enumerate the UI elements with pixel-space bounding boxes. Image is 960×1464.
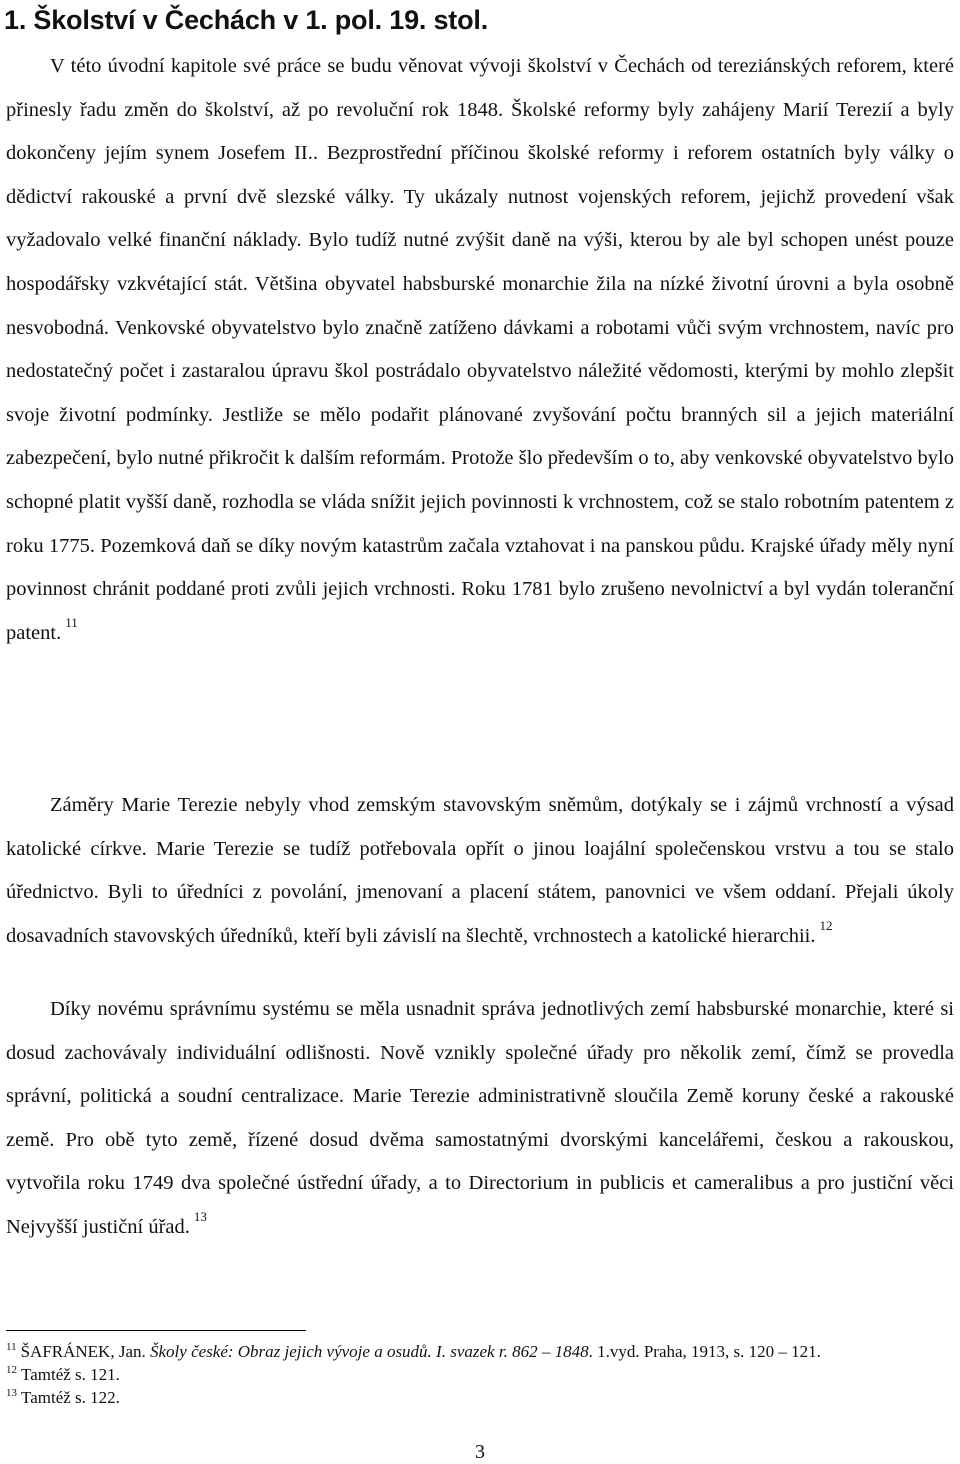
footnotes — [6, 1340, 954, 1409]
footnote-number: 12 — [6, 1364, 17, 1376]
paragraph-1-text: V této úvodní kapitole své práce se budu věnovat vývoji školství v Čechách od tereziánských reforem, které přinesly řadu změn do školství, až po revoluční rok 1848. Školské reformy byly zahájeny Marií Terezií a byly dokončeny jejím synem Josefem II.. Bezprostřední příčinou školské reformy i reforem ostatních byly války o dědictví rakouské a první dvě slezské války. Ty ukázaly nutnost vojenských reforem, jejichž provedení však vyžadovalo velké finanční náklady. Bylo tudíž nutné zvýšit daně na výši, kterou by ale byl schopen unést pouze hospodářsky vzkvétající stát. Většina obyvatel habsburské monarchie žila na nízké životní úrovni a byla osobně nesvobodná. Venkovské obyvatelstvo bylo značně zatíženo dávkami a robotami vůči svým vrchnostem, navíc pro nedostatečný počet i zastaralou úpravu škol postrádalo obyvatelstvo náležité vědomosti, kterými by mohlo zlepšit svoje životní podmínky. Jestliže se mělo podařit plánované zvyšování počtu branných sil a jejich materiální zabezpečení, bylo nutné přikročit k dalším reformám. Protože šlo především o to, aby venkovské obyvatelstvo bylo schopné platit vyšší daně, rozhodla se vláda snížit jejich povinnosti k vrchnostem, což se stalo robotním patentem z roku 1775. Pozemková daň se díky novým katastrům začala vztahovat i na panskou půdu. Krajské úřady měly nyní povinnost chránit poddané proti zvůli jejich vrchnosti. Roku 1781 bylo zrušeno nevolnictví a byl vydán toleranční patent. — [6, 55, 954, 644]
footnote-publication: . 1.vyd. Praha, 1913, s. 120 – 121. — [588, 1342, 821, 1361]
footnote-12 — [6, 1363, 954, 1386]
footnote-text: Tamtéž s. 121. — [21, 1365, 120, 1384]
paragraph-3-text: Díky novému správnímu systému se měla usnadnit správa jednotlivých zemí habsburské monarchie, které si dosud zachovávaly individuální odlišnosti. Nově vznikly společné úřady pro několik zemí, čímž se provedla správní, politická a soudní centralizace. Marie Terezie administrativně sloučila Země koruny české a rakouské země. Pro obě tyto země, řízené dosud dvěma samostatnými dvorskými kancelářemi, českou a rakouskou, vytvořila roku 1749 dva společné ústřední úřady, a to Directorium in publicis et cameralibus a pro justiční věci Nejvyšší justiční úřad. — [6, 998, 954, 1238]
footnote-13 — [6, 1386, 954, 1409]
paragraph-1 — [6, 45, 954, 655]
footnote-author: ŠAFRÁNEK, Jan. — [20, 1342, 146, 1361]
footnote-number: 11 — [6, 1341, 17, 1353]
footnote-ref-12[interactable]: 12 — [819, 917, 833, 933]
footnote-ref-11[interactable]: 11 — [65, 614, 78, 630]
footnote-separator — [6, 1330, 306, 1331]
footnote-11 — [6, 1340, 954, 1363]
paragraph-2 — [6, 784, 954, 958]
paragraph-2-text: Záměry Marie Terezie nebyly vhod zemským stavovským sněmům, dotýkaly se i zájmů vrchností a výsad katolické církve. Marie Terezie se tudíž potřebovala opřít o jinou loajální společenskou vrstvu a tou se stalo úřednictvo. Byli to úředníci z povolání, jmenovaní a placení státem, panovnici ve všem oddaní. Přejali úkoly dosavadních stavovských úředníků, kteří byli závislí na šlechtě, vrchnostech a katolické hierarchii. — [6, 794, 954, 947]
paragraph-3 — [6, 988, 954, 1250]
footnote-ref-13[interactable]: 13 — [193, 1208, 207, 1224]
footnote-book-title: Školy české: Obraz jejich vývoje a osudů. I. svazek r. 862 – 1848 — [150, 1342, 589, 1361]
chapter-heading: 1. Školství v Čechách v 1. pol. 19. stol. — [4, 5, 488, 35]
footnote-text: Tamtéž s. 122. — [21, 1388, 120, 1407]
page-number: 3 — [475, 1441, 485, 1463]
footnote-number: 13 — [6, 1387, 17, 1399]
